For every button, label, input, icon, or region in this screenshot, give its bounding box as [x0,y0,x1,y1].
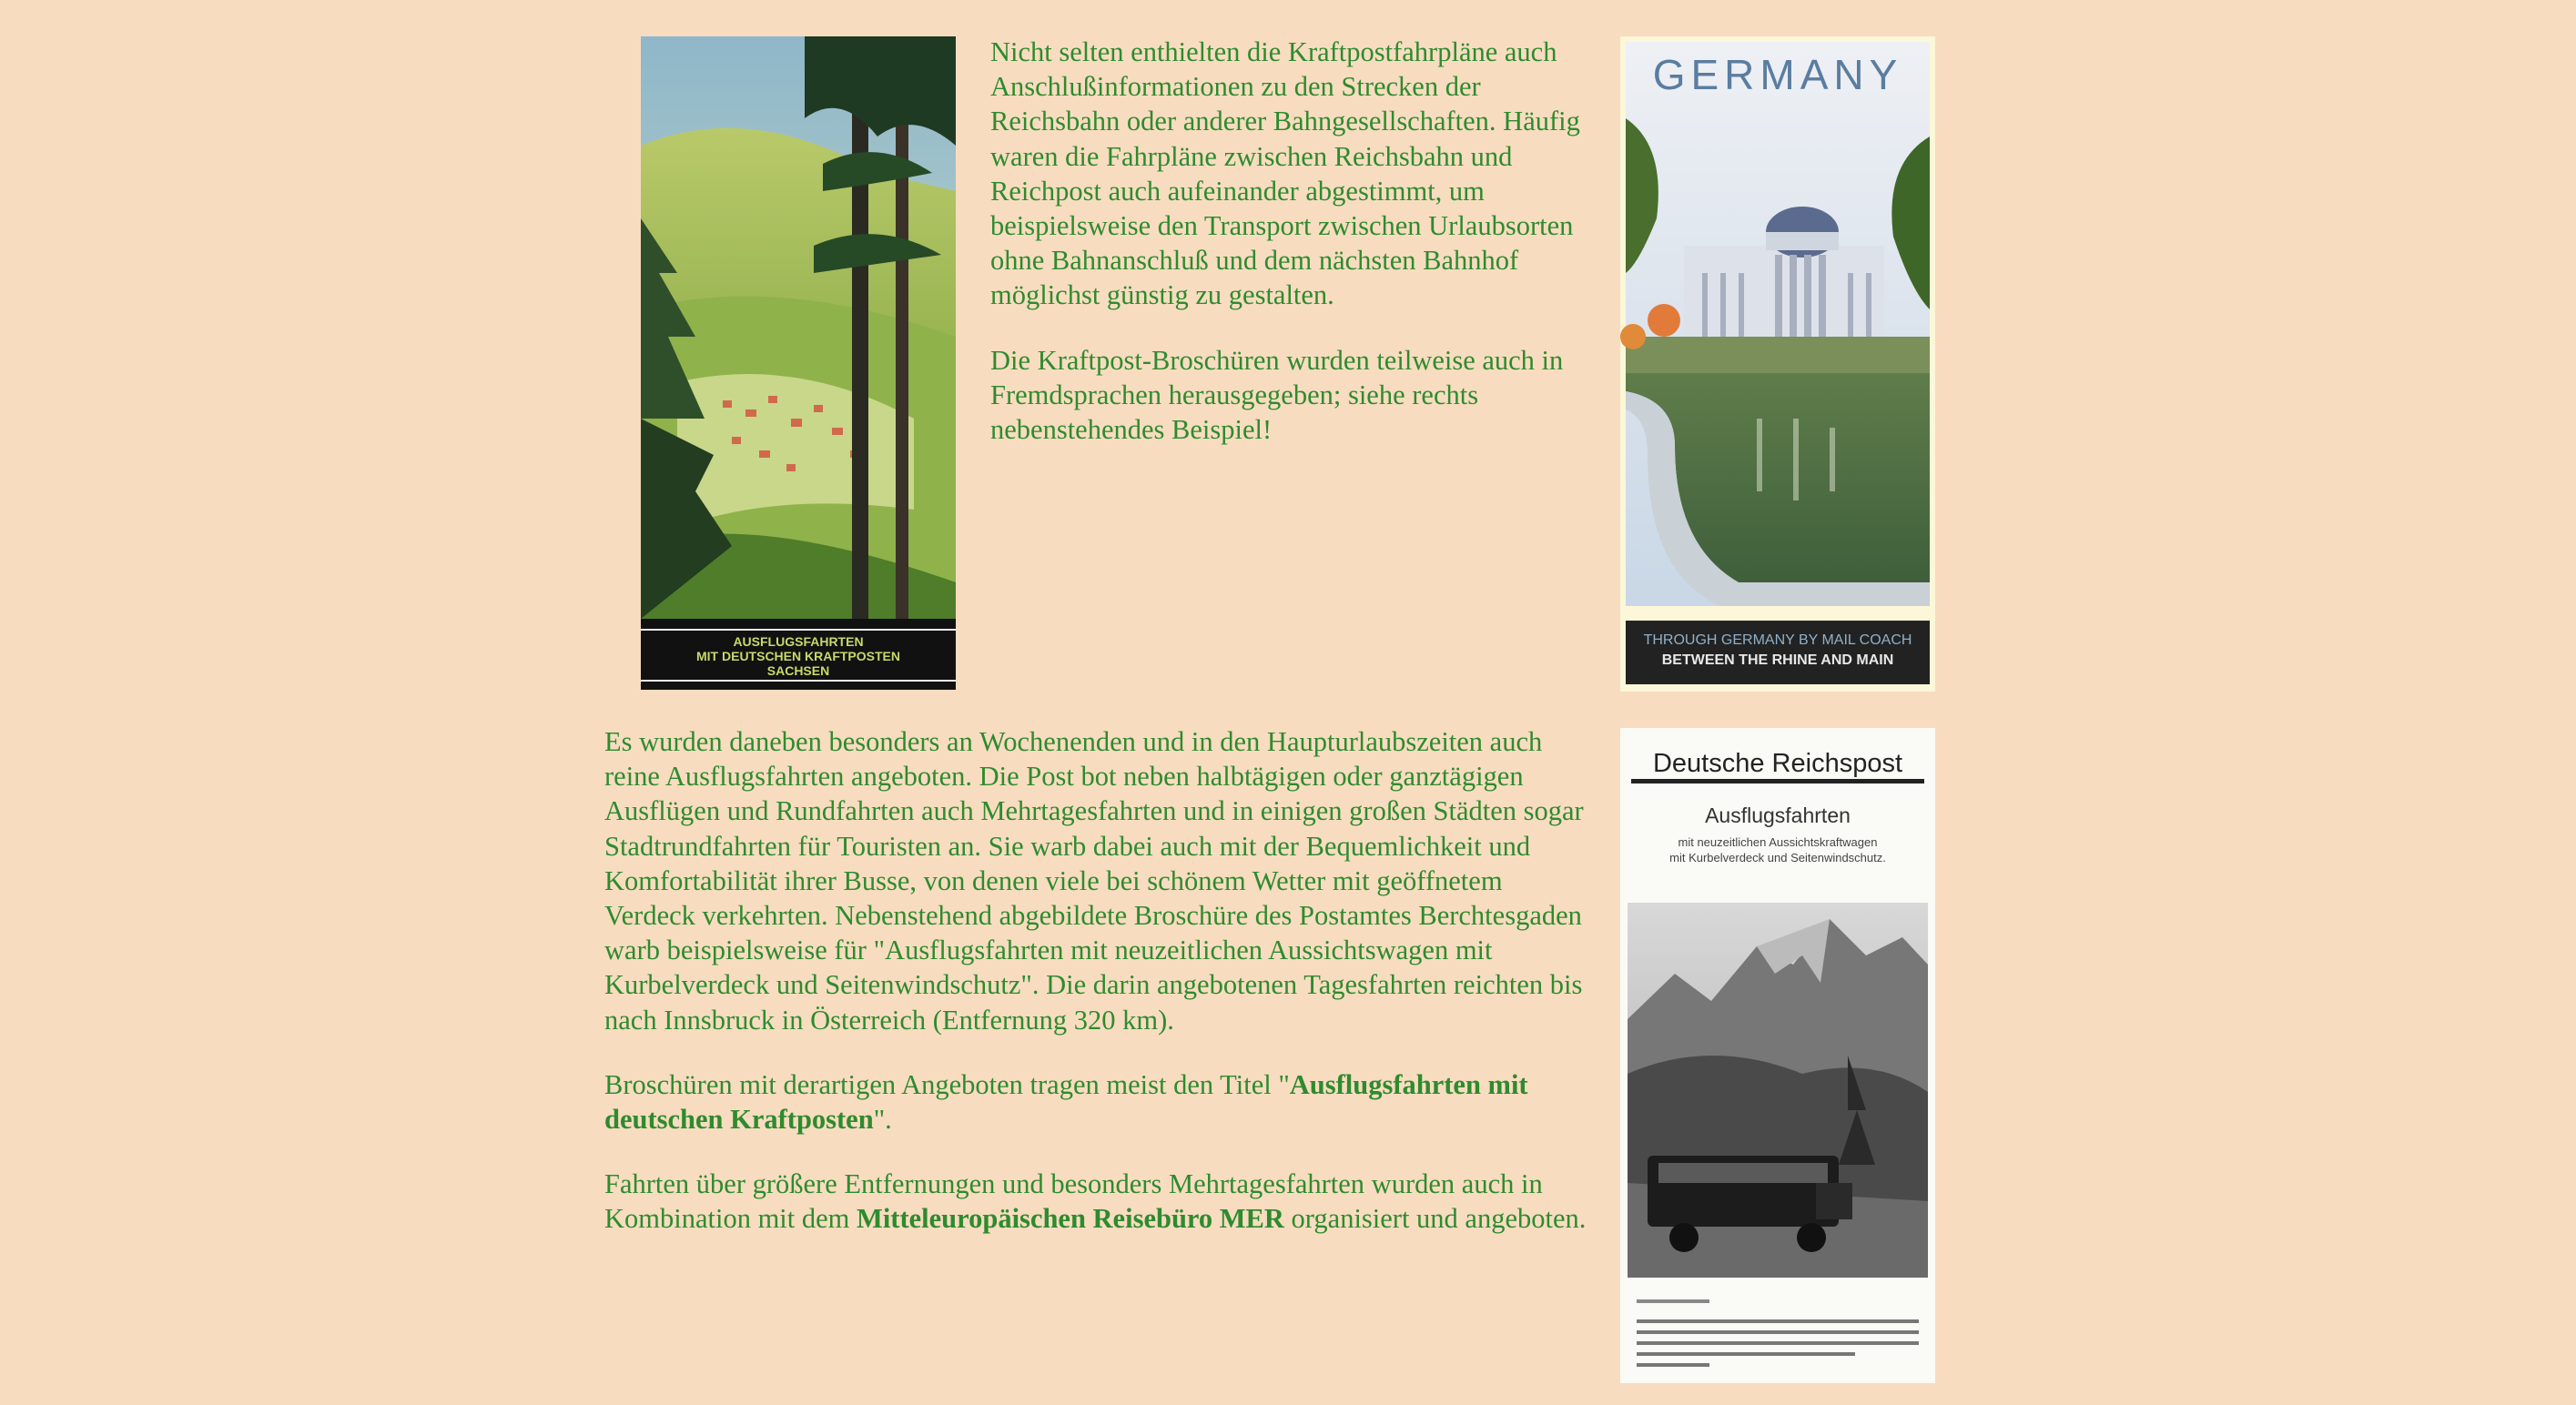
body-paragraph-2 [604,1067,1597,1137]
intro-paragraph-1: Nicht selten enthielten die Kraftpostfahrpläne auch Anschlußinformationen zu den Strecken der Reichsbahn oder anderer Bahngesellschaften. Häufig waren die Fahrpläne zwischen Reichsbahn und Reichpost auch aufeinander abgestimmt, um beispielsweise den Transport zwischen Urlaubsorten ohne Bahnanschluß und dem nächsten Bahnhof möglichst günstig zu gestalten. [990,36,1580,311]
body-paragraph-1: Es wurden daneben besonders an Wochenenden und in den Haupturlaubszeiten auch reine Ausflugsfahrten angeboten. Die Post bot neben halbtägigen oder ganztägigen Ausflügen und Rundfahrten auch Mehrtagesfahrten und in einigen großen Städten sogar Stadtrundfahrten für Touristen an. Sie warb dabei auch mit der Bequemlichkeit und Komfortabilität ihrer Busse, von denen viele bei schönem Wetter mit geöffnetem Verdeck verkehrten. Nebenstehend abgebildete Broschüre des Postamtes Berchtesgaden warb beispielsweise für "Ausflugsfahrten mit neuzeitlichen Aussichtswagen mit Kurbelverdeck und Seitenwindschutz". Die darin angebotenen Tagesfahrten reichten bis nach Innsbruck in Österreich (Entfernung 320 km). [604,726,1584,1036]
germany-poster-image [1620,36,1935,692]
intro-text [990,35,1591,477]
body-paragraph-3-end: organisiert und angeboten. [1283,1203,1587,1235]
body-paragraph-2-end: ". [873,1104,892,1136]
body-text [604,724,1597,1267]
germany-poster-title: GERMANY [1652,51,1903,98]
reichspost-desc-line1: mit neuzeitlichen Aussichtskraftwagen [1678,835,1878,849]
reichspost-desc-line2: mit Kurbelverdeck und Seitenwindschutz. [1669,851,1886,864]
germany-caption-line1: THROUGH GERMANY BY MAIL COACH [1643,632,1912,648]
body-paragraph-3-start: Fahrten über größere Entfernungen und besonders Mehrtagesfahrten wurden auch in Kombination mit dem [604,1168,1543,1235]
sachsen-poster-image [641,36,956,690]
body-paragraph-3 [604,1167,1597,1236]
brochure-title-emphasis: Ausflugsfahrten mit deutschen Kraftposten [604,1068,1528,1136]
reichspost-brochure-title: Deutsche Reichspost [1652,749,1903,778]
intro-paragraph-2: Die Kraftpost-Broschüren wurden teilweise auch in Fremdsprachen herausgegeben; siehe rechts nebenstehendes Beispiel! [990,344,1564,446]
reichspost-brochure-subtitle: Ausflugsfahrten [1705,804,1851,827]
body-paragraph-2-start: Broschüren mit derartigen Angeboten tragen meist den Titel " [604,1068,1290,1100]
sachsen-caption-line3: SACHSEN [766,663,830,678]
reichspost-brochure-image [1620,728,1935,1383]
mer-emphasis: Mitteleuropäischen Reisebüro MER [857,1203,1284,1235]
sachsen-caption-line1: AUSFLUGSFAHRTEN [733,634,864,649]
sachsen-caption-line2: MIT DEUTSCHEN KRAFTPOSTEN [696,649,900,663]
germany-caption-line2: BETWEEN THE RHINE AND MAIN [1661,652,1894,668]
